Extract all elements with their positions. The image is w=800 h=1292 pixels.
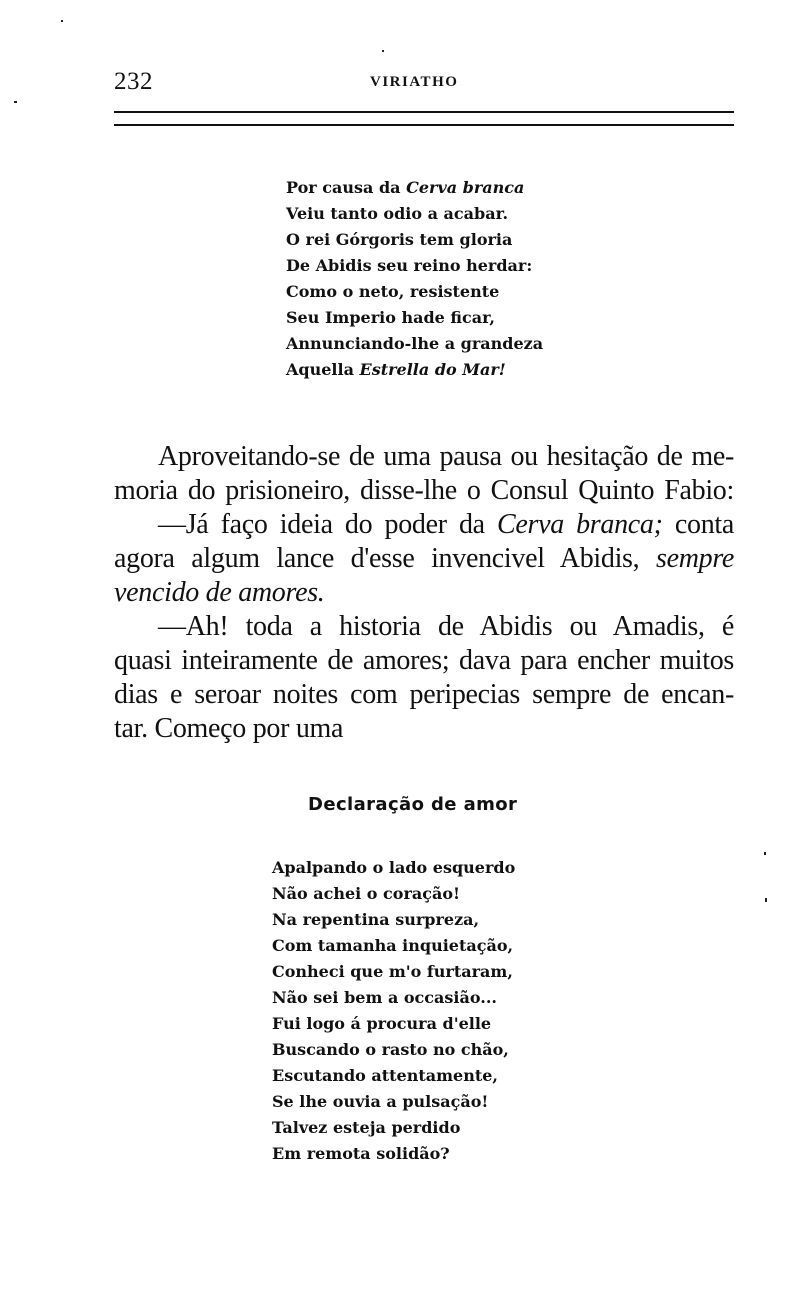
verse-line: Seu Imperio hade ficar, [286, 308, 495, 327]
prose-line: moria do prisioneiro, disse-lhe o Consul Quinto Fabio: [114, 475, 734, 506]
prose-line: agora algum lance d'esse invencivel Abidis, sempre [114, 543, 734, 574]
verse-line: O rei Górgoris tem gloria [286, 230, 513, 249]
verse-line: Não sei bem a occasião... [272, 988, 497, 1007]
verse-line: Veiu tanto odio a acabar. [286, 204, 509, 223]
scan-speck [765, 898, 767, 902]
verse-line: Annunciando-lhe a grandeza [286, 334, 544, 353]
scan-speck [14, 101, 17, 103]
verse-line: Conheci que m'o furtaram, [272, 962, 513, 981]
verse-line: Aquella Estrella do Mar! [286, 360, 506, 379]
verse-line: De Abidis seu reino herdar: [286, 256, 533, 275]
prose-line: dias e seroar noites com peripecias sempre de encan- [114, 679, 734, 710]
scan-speck [61, 20, 63, 22]
verse-line: Escutando attentamente, [272, 1066, 498, 1085]
scan-speck [764, 852, 766, 855]
verse-line: Com tamanha inquietação, [272, 936, 514, 955]
header-rule-top [114, 111, 734, 113]
verse-stanza-2 [272, 855, 515, 1167]
prose-line: quasi inteiramente de amores; dava para encher muitos [114, 645, 734, 676]
section-heading: Declaração de amor [308, 794, 518, 815]
verse-line: Como o neto, resistente [286, 282, 500, 301]
verse-line: Em remota solidão? [272, 1144, 450, 1163]
verse-line: Não achei o coração! [272, 884, 461, 903]
verse-stanza-1 [286, 175, 543, 383]
verse-line: Por causa da Cerva branca [286, 178, 525, 197]
prose-line: —Já faço ideia do poder da Cerva branca; conta [158, 509, 735, 540]
running-head: VIRIATHO [370, 74, 459, 90]
prose-line: tar. Começo por uma [114, 713, 344, 744]
verse-line: Apalpando o lado esquerdo [272, 858, 516, 877]
prose-line: Aproveitando-se de uma pausa ou hesitação de me- [158, 441, 734, 472]
verse-line: Se lhe ouvia a pulsação! [272, 1092, 489, 1111]
body-text [114, 440, 734, 746]
prose-line: vencido de amores. [114, 577, 325, 608]
verse-line: Fui logo á procura d'elle [272, 1014, 492, 1033]
header-rule-bottom [114, 124, 734, 126]
prose-line: —Ah! toda a historia de Abidis ou Amadis, é [158, 611, 734, 642]
verse-line: Buscando o rasto no chão, [272, 1040, 509, 1059]
page-number: 232 [114, 68, 153, 95]
verse-line: Na repentina surpreza, [272, 910, 480, 929]
verse-line: Talvez esteja perdido [272, 1118, 461, 1137]
scan-speck [382, 50, 384, 52]
